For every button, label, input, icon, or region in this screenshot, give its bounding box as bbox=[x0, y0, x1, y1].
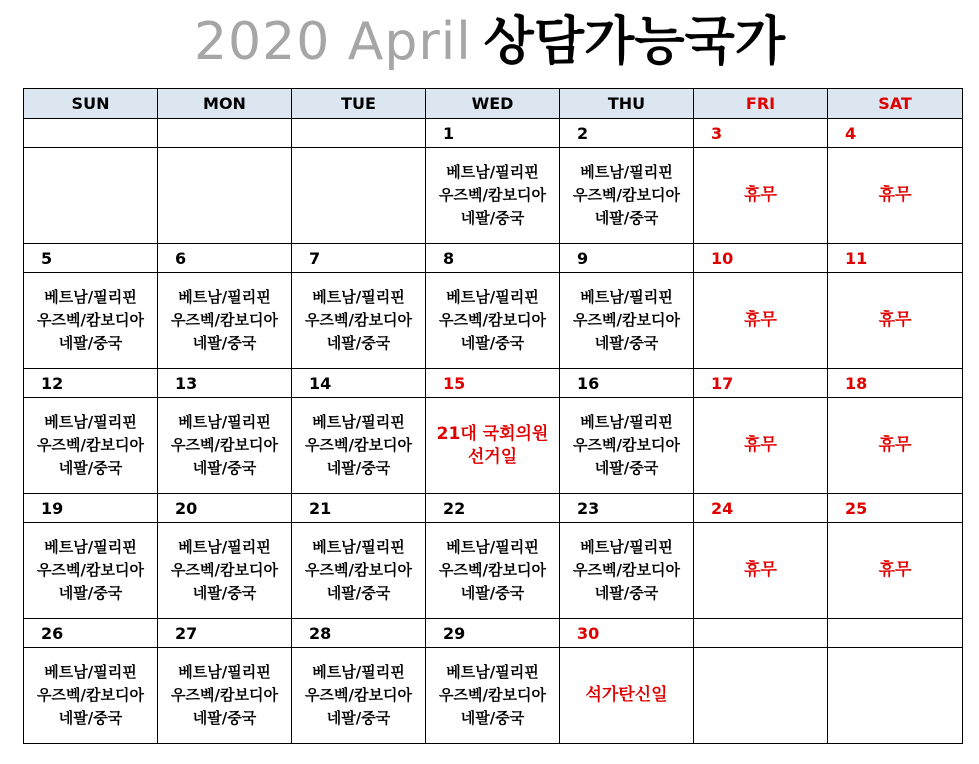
day-number: 14 bbox=[292, 369, 426, 398]
country-line: 네팔/중국 bbox=[594, 584, 659, 602]
country-line: 베트남/필리핀 bbox=[446, 288, 539, 306]
calendar-body bbox=[24, 119, 963, 744]
holiday-label: 석가탄신일 bbox=[585, 685, 668, 705]
day-number: 23 bbox=[560, 494, 694, 523]
available-countries-cell bbox=[24, 523, 158, 619]
country-line: 네팔/중국 bbox=[192, 459, 257, 477]
day-number: 7 bbox=[292, 244, 426, 273]
country-line: 베트남/필리핀 bbox=[580, 163, 673, 181]
country-line: 네팔/중국 bbox=[594, 334, 659, 352]
rest-label: 휴무 bbox=[878, 560, 912, 580]
day-number: 22 bbox=[426, 494, 560, 523]
week-date-row bbox=[24, 494, 963, 523]
country-line: 네팔/중국 bbox=[460, 584, 525, 602]
day-number: 20 bbox=[158, 494, 292, 523]
country-line: 우즈벡/캄보디아 bbox=[439, 686, 546, 704]
weekday-header-sat: SAT bbox=[828, 89, 963, 119]
country-line: 우즈벡/캄보디아 bbox=[305, 561, 412, 579]
country-line: 네팔/중국 bbox=[58, 334, 123, 352]
page-title bbox=[0, 2, 979, 82]
country-line: 베트남/필리핀 bbox=[580, 538, 673, 556]
weekday-header-fri: FRI bbox=[694, 89, 828, 119]
available-countries-cell bbox=[158, 648, 292, 744]
day-number: 12 bbox=[24, 369, 158, 398]
country-line: 베트남/필리핀 bbox=[580, 288, 673, 306]
rest-label: 휴무 bbox=[744, 310, 777, 330]
week-content-row bbox=[24, 523, 963, 619]
day-number: 28 bbox=[292, 619, 426, 648]
country-line: 베트남/필리핀 bbox=[446, 538, 539, 556]
holiday-label: 21대 국회의원 bbox=[436, 423, 549, 444]
weekday-header-sun: SUN bbox=[24, 89, 158, 119]
country-line: 베트남/필리핀 bbox=[178, 413, 271, 431]
week-content-row bbox=[24, 648, 963, 744]
country-line: 우즈벡/캄보디아 bbox=[171, 561, 278, 579]
country-line: 베트남/필리핀 bbox=[580, 413, 673, 431]
available-countries-cell bbox=[158, 398, 292, 494]
country-line: 우즈벡/캄보디아 bbox=[439, 311, 546, 329]
country-line: 우즈벡/캄보디아 bbox=[305, 311, 412, 329]
country-line: 베트남/필리핀 bbox=[178, 663, 271, 681]
country-line: 우즈벡/캄보디아 bbox=[171, 686, 278, 704]
day-number bbox=[158, 119, 292, 148]
empty-cell bbox=[828, 648, 963, 744]
country-line: 베트남/필리핀 bbox=[178, 288, 271, 306]
country-line: 네팔/중국 bbox=[460, 209, 525, 227]
week-content-row bbox=[24, 148, 963, 244]
country-line: 우즈벡/캄보디아 bbox=[37, 436, 144, 454]
available-countries-cell bbox=[292, 523, 426, 619]
week-content-row bbox=[24, 273, 963, 369]
country-line: 네팔/중국 bbox=[58, 709, 123, 727]
country-line: 베트남/필리핀 bbox=[44, 538, 137, 556]
week-date-row bbox=[24, 369, 963, 398]
rest-label: 휴무 bbox=[878, 310, 912, 330]
country-line: 베트남/필리핀 bbox=[178, 538, 271, 556]
day-number: 24 bbox=[694, 494, 828, 523]
empty-cell bbox=[158, 148, 292, 244]
day-number: 17 bbox=[694, 369, 828, 398]
day-number bbox=[292, 119, 426, 148]
rest-day-cell bbox=[828, 398, 963, 494]
country-line: 네팔/중국 bbox=[460, 709, 525, 727]
day-number bbox=[828, 619, 963, 648]
day-number: 16 bbox=[560, 369, 694, 398]
country-line: 네팔/중국 bbox=[594, 209, 659, 227]
week-date-row bbox=[24, 619, 963, 648]
available-countries-cell bbox=[24, 648, 158, 744]
country-line: 우즈벡/캄보디아 bbox=[305, 436, 412, 454]
day-number: 11 bbox=[828, 244, 963, 273]
weekday-header-tue: TUE bbox=[292, 89, 426, 119]
holiday-label: 선거일 bbox=[467, 446, 518, 467]
weekday-header-row bbox=[24, 89, 963, 119]
country-line: 우즈벡/캄보디아 bbox=[37, 561, 144, 579]
day-number: 9 bbox=[560, 244, 694, 273]
weekday-header-mon: MON bbox=[158, 89, 292, 119]
country-line: 네팔/중국 bbox=[58, 459, 123, 477]
country-line: 베트남/필리핀 bbox=[44, 663, 137, 681]
country-line: 우즈벡/캄보디아 bbox=[573, 561, 680, 579]
day-number: 15 bbox=[426, 369, 560, 398]
rest-day-cell bbox=[828, 523, 963, 619]
day-number: 30 bbox=[560, 619, 694, 648]
rest-day-cell bbox=[828, 148, 963, 244]
country-line: 우즈벡/캄보디아 bbox=[573, 311, 680, 329]
rest-day-cell bbox=[694, 148, 828, 244]
available-countries-cell bbox=[24, 398, 158, 494]
country-line: 네팔/중국 bbox=[326, 584, 391, 602]
country-line: 우즈벡/캄보디아 bbox=[37, 686, 144, 704]
available-countries-cell bbox=[560, 523, 694, 619]
country-line: 네팔/중국 bbox=[460, 334, 525, 352]
available-countries-cell bbox=[560, 398, 694, 494]
available-countries-cell bbox=[560, 273, 694, 369]
country-line: 베트남/필리핀 bbox=[44, 413, 137, 431]
week-date-row bbox=[24, 244, 963, 273]
country-line: 우즈벡/캄보디아 bbox=[439, 561, 546, 579]
day-number: 4 bbox=[828, 119, 963, 148]
day-number: 10 bbox=[694, 244, 828, 273]
country-line: 네팔/중국 bbox=[594, 459, 659, 477]
day-number: 3 bbox=[694, 119, 828, 148]
empty-cell bbox=[694, 648, 828, 744]
weekday-header-thu: THU bbox=[560, 89, 694, 119]
day-number: 2 bbox=[560, 119, 694, 148]
country-line: 네팔/중국 bbox=[192, 334, 257, 352]
day-number: 29 bbox=[426, 619, 560, 648]
day-number: 6 bbox=[158, 244, 292, 273]
rest-day-cell bbox=[828, 273, 963, 369]
available-countries-cell bbox=[158, 273, 292, 369]
available-countries-cell bbox=[24, 273, 158, 369]
country-line: 우즈벡/캄보디아 bbox=[171, 311, 278, 329]
day-number: 26 bbox=[24, 619, 158, 648]
day-number: 27 bbox=[158, 619, 292, 648]
available-countries-cell bbox=[426, 523, 560, 619]
available-countries-cell bbox=[426, 648, 560, 744]
empty-cell bbox=[24, 148, 158, 244]
rest-day-cell bbox=[694, 398, 828, 494]
day-number bbox=[694, 619, 828, 648]
rest-day-cell bbox=[694, 273, 828, 369]
country-line: 네팔/중국 bbox=[58, 584, 123, 602]
country-line: 네팔/중국 bbox=[192, 584, 257, 602]
available-countries-cell bbox=[426, 273, 560, 369]
available-countries-cell bbox=[158, 523, 292, 619]
available-countries-cell bbox=[426, 148, 560, 244]
holiday-cell bbox=[426, 398, 560, 494]
day-number: 1 bbox=[426, 119, 560, 148]
day-number: 13 bbox=[158, 369, 292, 398]
week-date-row bbox=[24, 119, 963, 148]
country-line: 우즈벡/캄보디아 bbox=[573, 186, 680, 204]
empty-cell bbox=[292, 148, 426, 244]
day-number bbox=[24, 119, 158, 148]
country-line: 베트남/필리핀 bbox=[44, 288, 137, 306]
day-number: 8 bbox=[426, 244, 560, 273]
weekday-header-wed: WED bbox=[426, 89, 560, 119]
available-countries-cell bbox=[292, 273, 426, 369]
country-line: 베트남/필리핀 bbox=[312, 288, 405, 306]
day-number: 19 bbox=[24, 494, 158, 523]
available-countries-cell bbox=[292, 648, 426, 744]
country-line: 우즈벡/캄보디아 bbox=[37, 311, 144, 329]
country-line: 네팔/중국 bbox=[326, 709, 391, 727]
day-number: 21 bbox=[292, 494, 426, 523]
title-month: 2020 April bbox=[193, 12, 472, 72]
country-line: 베트남/필리핀 bbox=[312, 538, 405, 556]
country-line: 우즈벡/캄보디아 bbox=[439, 186, 546, 204]
country-line: 베트남/필리핀 bbox=[312, 413, 405, 431]
rest-label: 휴무 bbox=[744, 560, 777, 580]
day-number: 5 bbox=[24, 244, 158, 273]
day-number: 25 bbox=[828, 494, 963, 523]
title-heading: 상담가능국가 bbox=[483, 12, 786, 72]
available-countries-cell bbox=[292, 398, 426, 494]
country-line: 네팔/중국 bbox=[326, 459, 391, 477]
rest-label: 휴무 bbox=[878, 435, 912, 455]
country-line: 베트남/필리핀 bbox=[312, 663, 405, 681]
day-number: 18 bbox=[828, 369, 963, 398]
country-line: 우즈벡/캄보디아 bbox=[305, 686, 412, 704]
country-line: 우즈벡/캄보디아 bbox=[573, 436, 680, 454]
holiday-cell bbox=[560, 648, 694, 744]
rest-label: 휴무 bbox=[744, 435, 777, 455]
country-line: 네팔/중국 bbox=[192, 709, 257, 727]
available-countries-cell bbox=[560, 148, 694, 244]
rest-day-cell bbox=[694, 523, 828, 619]
rest-label: 휴무 bbox=[878, 185, 912, 205]
country-line: 베트남/필리핀 bbox=[446, 163, 539, 181]
country-line: 네팔/중국 bbox=[326, 334, 391, 352]
week-content-row bbox=[24, 398, 963, 494]
rest-label: 휴무 bbox=[744, 185, 777, 205]
calendar-table bbox=[23, 88, 963, 744]
country-line: 베트남/필리핀 bbox=[446, 663, 539, 681]
country-line: 우즈벡/캄보디아 bbox=[171, 436, 278, 454]
